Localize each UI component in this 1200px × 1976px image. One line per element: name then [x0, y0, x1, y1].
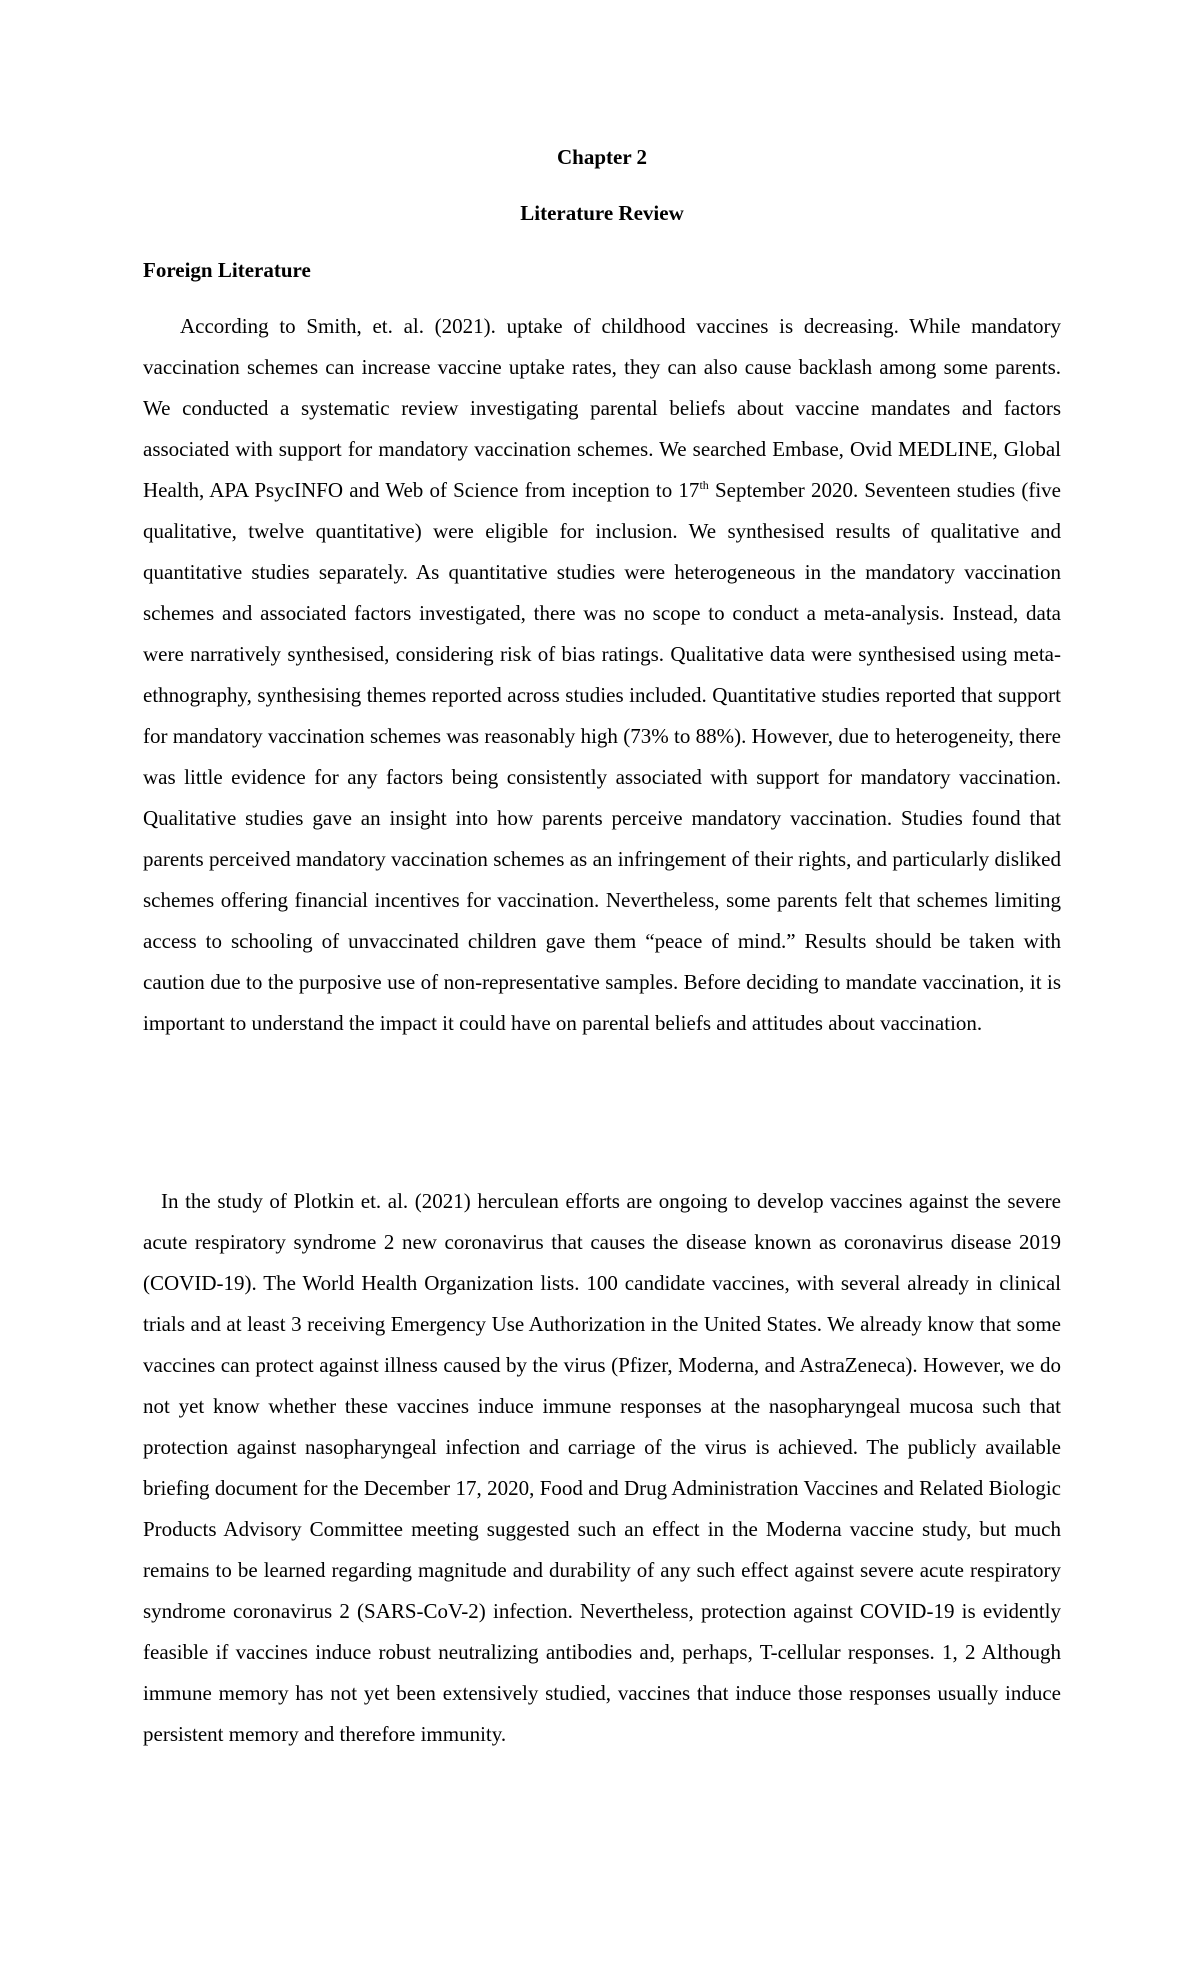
paragraph-smith-text-start: According to Smith, et. al. (2021). uptake of childhood vaccines is decreasing. While mandatory vaccination schemes can increase vaccine uptake rates, they can also cause backlash among some parents. We conducted a systematic review investigating parental beliefs about vaccine mandates and factors associated with support for mandatory vaccination schemes. We searched Embase, Ovid MEDLINE, Global Health, APA PsycINFO and Web of Science from inception to 17	[143, 314, 1061, 502]
subsection-title: Foreign Literature	[143, 258, 311, 282]
paragraph-smith-text-end: September 2020. Seventeen studies (five qualitative, twelve quantitative) were eligible for inclusion. We synthesised results of qualitative and quantitative studies separately. As quantitative studies were heterogeneous in the mandatory vaccination schemes and associated factors investigated, there was no scope to conduct a meta-analysis. Instead, data were narratively synthesised, considering risk of bias ratings. Qualitative data were synthesised using meta-ethnography, synthesising themes reported across studies included. Quantitative studies reported that support for mandatory vaccination schemes was reasonably high (73% to 88%). However, due to heterogeneity, there was little evidence for any factors being consistently associated with support for mandatory vaccination. Qualitative studies gave an insight into how parents perceive mandatory vaccination. Studies found that parents perceived mandatory vaccination schemes as an infringement of their rights, and particularly disliked schemes offering financial incentives for vaccination. Nevertheless, some parents felt that schemes limiting access to schooling of unvaccinated children gave them “peace of mind.” Results should be taken with caution due to the purposive use of non-representative samples. Before deciding to mandate vaccination, it is important to understand the impact it could have on parental beliefs and attitudes about vaccination.	[143, 478, 1061, 1035]
paragraph-plotkin: In the study of Plotkin et. al. (2021) herculean efforts are ongoing to develop vaccines against the severe acute respiratory syndrome 2 new coronavirus that causes the disease known as coronavirus disease 2019 (COVID-19). The World Health Organization lists. 100 candidate vaccines, with several already in clinical trials and at least 3 receiving Emergency Use Authorization in the United States. We already know that some vaccines can protect against illness caused by the virus (Pfizer, Moderna, and AstraZeneca). However, we do not yet know whether these vaccines induce immune responses at the nasopharyngeal mucosa such that protection against nasopharyngeal infection and carriage of the virus is achieved. The publicly available briefing document for the December 17, 2020, Food and Drug Administration Vaccines and Related Biologic Products Advisory Committee meeting suggested such an effect in the Moderna vaccine study, but much remains to be learned regarding magnitude and durability of any such effect against severe acute respiratory syndrome coronavirus 2 (SARS-CoV-2) infection. Nevertheless, protection against COVID-19 is evidently feasible if vaccines induce robust neutralizing antibodies and, perhaps, T-cellular responses. 1, 2 Although immune memory has not yet been extensively studied, vaccines that induce those responses usually induce persistent memory and therefore immunity.	[143, 1189, 1061, 1746]
chapter-title: Chapter 2	[556, 145, 648, 169]
paragraph-smith	[143, 306, 1061, 1044]
ordinal-superscript: th	[699, 478, 709, 492]
section-title: Literature Review	[520, 201, 684, 225]
